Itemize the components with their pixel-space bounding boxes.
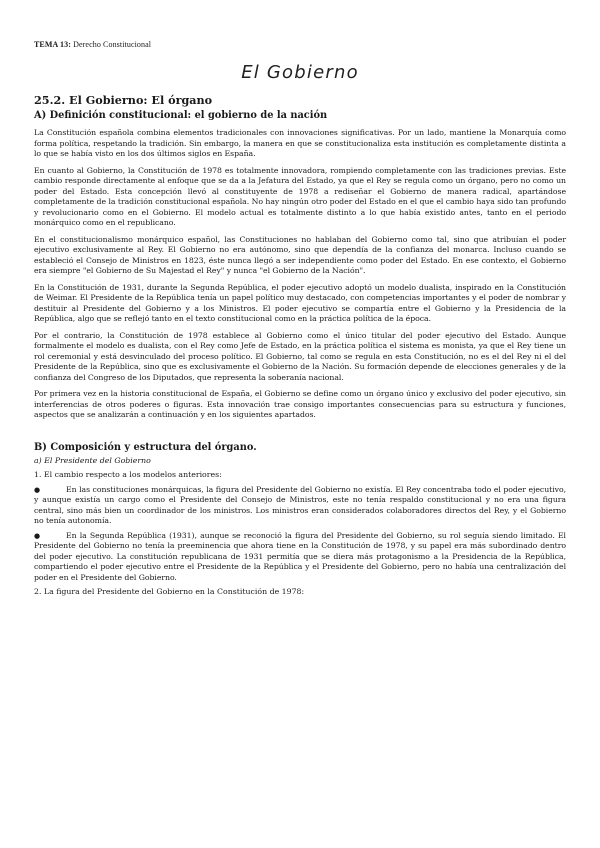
numbered-item-2: 2. La figura del Presidente del Gobierno en la Constitución de 1978:: [34, 587, 305, 596]
topic-label: TEMA 13:: [34, 40, 72, 49]
part-b-heading: B) Composición y estructura del órgano.: [34, 441, 257, 453]
paragraph: En la Constitución de 1931, durante la Segunda República, el poder ejecutivo adoptó un modelo dualista, inspirado en la Constitución de Weimar. El Presidente de la República tenía un papel político muy destacado, con competencias importantes y el poder de nombrar y destituir al Presidente del Gobierno y a los Ministros. El poder ejecutivo se compartía entre el Gobierno y la Presidencia de la República, algo que se reflejó tanto en el texto constitucional como en la práctica política de la época.: [34, 282, 566, 323]
bullet-text: En la Segunda República (1931), aunque se reconoció la figura del Presidente del Gobierno, su rol seguía siendo limitado. El Presidente del Gobierno no tenía la preeminencia que ahora tiene en la Constitución de 1978, y su papel era más subordinado dentro del poder ejecutivo. La constitución republicana de 1931 permitía que se diera más protagonismo a la Presidencia de la República, compartiendo el poder ejecutivo entre el Presidente de la República y el Presidente del Gobierno, pero no había una centralización del poder en el Presidente del Gobierno.: [34, 530, 566, 582]
running-header: [34, 40, 151, 49]
bullet-item: [34, 531, 566, 584]
bullet-text: En las constituciones monárquicas, la figura del Presidente del Gobierno no existía. El Rey concentraba todo el poder ejecutivo, y aunque existía un cargo como el Presidente del Consejo de Ministros, este no tenía respaldo constitucional y no era una figura central, sino más bien un coordinador de los ministros. Los ministros eran considerados colaboradores directos del Rey, y el Gobierno no tenía autonomía.: [34, 484, 566, 525]
part-b-subheading: a) El Presidente del Gobierno: [34, 455, 151, 465]
bullet-icon: ●: [34, 485, 41, 494]
document-body: [34, 93, 566, 602]
topic-name: Derecho Constitucional: [73, 40, 152, 49]
document-title: El Gobierno: [241, 62, 359, 83]
paragraph: La Constitución española combina elementos tradicionales con innovaciones significativas. Por un lado, mantiene la Monarquía como forma política, respetando la tradición. Sin embargo, la manera en que se constitucionaliza esta institución es completamente distinta a lo que se había visto en los dos últimos siglos en España.: [34, 128, 566, 158]
section-heading: 25.2. El Gobierno: El órgano: [34, 93, 213, 107]
paragraph: En cuanto al Gobierno, la Constitución de 1978 es totalmente innovadora, rompiendo completamente con las tradiciones previas. Este cambio responde directamente al enfoque que se da a la Jefatura del Estado, ya que el Rey se regula como un órgano, pero no como un poder del Estado. Esta concepción llevó al constituyente de 1978 a rediseñar el Gobierno de manera radical, apartándose completamente de la tradición constitucional española. No hay ningún otro poder del Estado en el que el cambio haya sido tan profundo y revolucionario como en el Gobierno. El modelo actual es totalmente distinto a lo que había existido antes, tanto en el periodo monárquico como en el republicano.: [34, 165, 566, 227]
paragraph: En el constitucionalismo monárquico español, las Constituciones no hablaban del Gobierno como tal, sino que atribuían el poder ejecutivo exclusivamente al Rey. El Gobierno no era autónomo, sino que dependía de la confianza del monarca. Incluso cuando se estableció el Consejo de Ministros en 1823, éste nunca llegó a ser independiente como poder del Estado. En ese contexto, el Gobierno era siempre "el Gobierno de Su Majestad el Rey" y nunca "el Gobierno de la Nación".: [34, 234, 566, 275]
part-a-heading: A) Definición constitucional: el gobierno de la nación: [34, 110, 328, 121]
paragraph: Por primera vez en la historia constitucional de España, el Gobierno se define como un órgano único y exclusivo del poder ejecutivo, sin interferencias de otros poderes o figuras. Esta innovación trae consigo importantes consecuencias para su estructura y funciones, aspectos que se analizarán a continuación y en los siguientes apartados.: [34, 389, 566, 419]
section-spacer: [34, 427, 566, 441]
bullet-item: [34, 485, 566, 527]
numbered-item-1: 1. El cambio respecto a los modelos anteriores:: [34, 470, 222, 479]
bullet-icon: ●: [34, 531, 41, 540]
paragraph: Por el contrario, la Constitución de 1978 establece al Gobierno como el único titular del poder ejecutivo del Estado. Aunque formalmente el modelo es dualista, con el Rey como Jefe de Estado, en la práctica política el sistema es monista, ya que el Rey tiene un rol ceremonial y está desvinculado del proceso político. El Gobierno, tal como se regula en esta Constitución, no es el del Rey ni el del Presidente de la República, sino que es exclusivamente el Gobierno de la Nación. Su formación depende de elecciones generales y de la confianza del Congreso de los Diputados, que representa la soberanía nacional.: [34, 330, 566, 382]
